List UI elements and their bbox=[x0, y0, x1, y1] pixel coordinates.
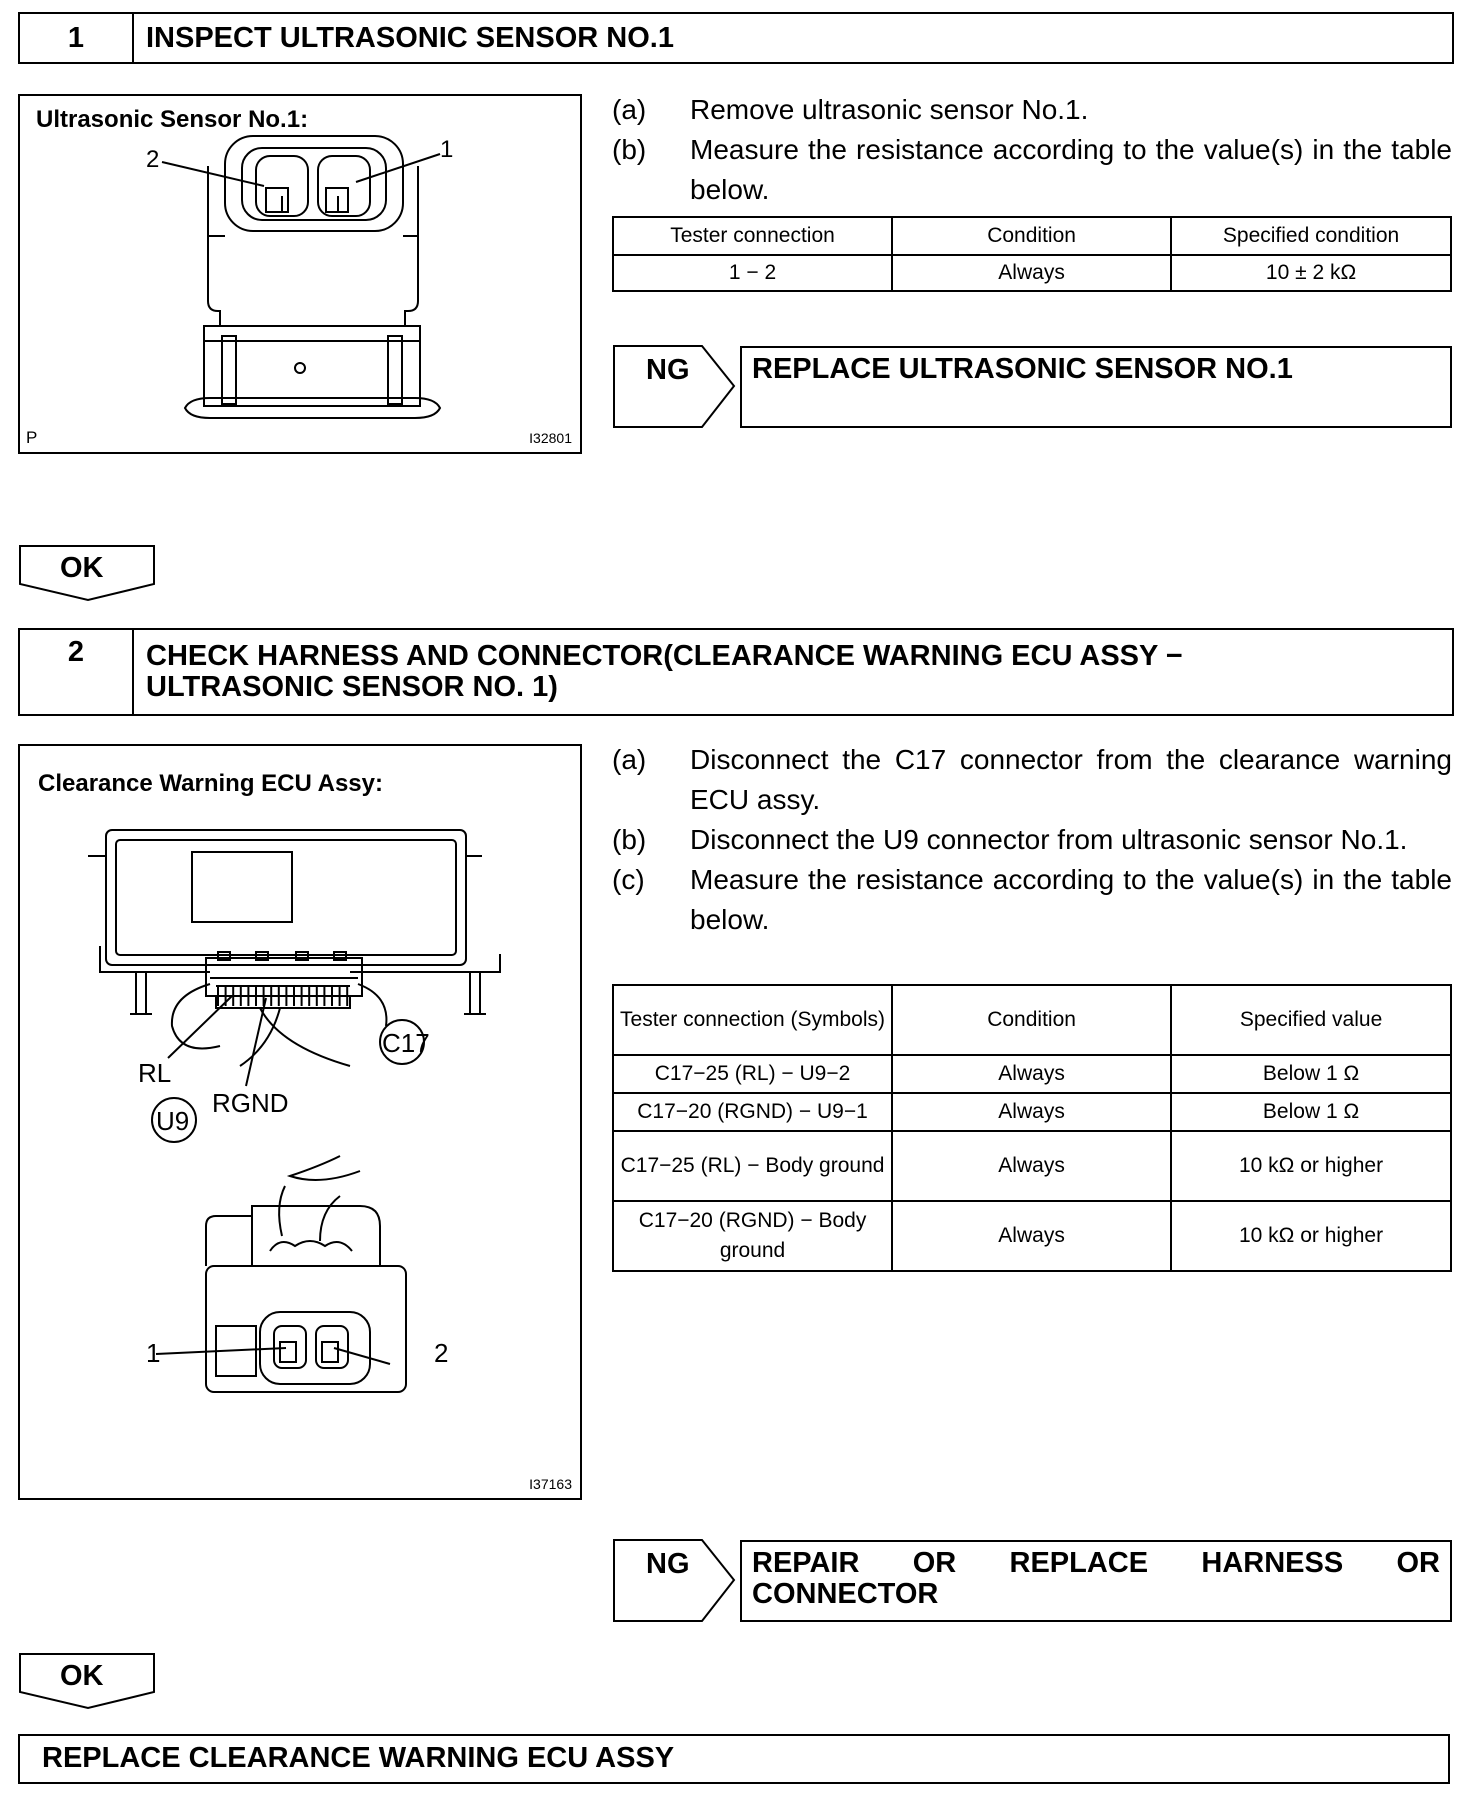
ok-label: OK bbox=[60, 1660, 104, 1692]
ecu-connector-figure bbox=[18, 744, 582, 1500]
instruction-text: Measure the resistance according to the value(s) in the table below. bbox=[690, 864, 1452, 935]
u9-label: U9 bbox=[156, 1106, 190, 1136]
instruction-text: Remove ultrasonic sensor No.1. bbox=[690, 94, 1089, 125]
table-header: Tester connection bbox=[613, 217, 892, 255]
step-1-spec-table bbox=[612, 216, 1452, 292]
instruction-a bbox=[612, 90, 1452, 130]
step-2-header bbox=[18, 628, 1454, 716]
figure-code: I32801 bbox=[529, 430, 572, 446]
c17-label: C17 bbox=[382, 1028, 430, 1058]
sensor-drawing bbox=[20, 96, 580, 452]
step-number-text: 2 bbox=[67, 636, 85, 668]
table-cell: 10 kΩ or higher bbox=[1171, 1131, 1451, 1201]
table-cell: Below 1 Ω bbox=[1171, 1093, 1451, 1131]
instruction-text: Disconnect the C17 connector from the clearance warning ECU assy. bbox=[690, 744, 1452, 815]
ecu-drawing bbox=[20, 746, 580, 1498]
table-header: Condition bbox=[892, 985, 1171, 1055]
pin-2-label: 2 bbox=[146, 146, 160, 173]
pin-1-label: 1 bbox=[146, 1338, 161, 1368]
final-action-box bbox=[18, 1734, 1450, 1784]
step-title-line1: CHECK HARNESS AND CONNECTOR(CLEARANCE WARNING ECU ASSY − bbox=[146, 640, 1183, 672]
p-mark: P bbox=[26, 428, 38, 447]
step-1-instructions bbox=[612, 90, 1452, 210]
step-number bbox=[20, 630, 134, 714]
step-title: INSPECT ULTRASONIC SENSOR NO.1 bbox=[146, 21, 674, 54]
step-title bbox=[146, 630, 1442, 714]
rl-label: RL bbox=[138, 1058, 172, 1088]
figure-caption: Ultrasonic Sensor No.1: bbox=[36, 106, 309, 133]
ultrasonic-sensor-figure bbox=[18, 94, 582, 454]
table-cell: 1 − 2 bbox=[613, 255, 892, 291]
ng-action-text: REPLACE ULTRASONIC SENSOR NO.1 bbox=[752, 353, 1293, 385]
table-header: Specified condition bbox=[1171, 217, 1451, 255]
table-row bbox=[613, 255, 1451, 291]
pin-2-label: 2 bbox=[434, 1338, 449, 1368]
ng-action-box bbox=[740, 1540, 1452, 1622]
table-row bbox=[613, 1131, 1451, 1201]
table-cell: C17−25 (RL) − U9−2 bbox=[613, 1055, 892, 1093]
table-cell: Always bbox=[892, 1055, 1171, 1093]
instruction-label: (a) bbox=[612, 744, 647, 775]
instruction-label: (a) bbox=[612, 94, 647, 125]
instruction-text: Disconnect the U9 connector from ultrasonic sensor No.1. bbox=[690, 824, 1408, 855]
instruction-b bbox=[612, 820, 1452, 860]
table-row bbox=[613, 1201, 1451, 1271]
ng-label: NG bbox=[646, 354, 690, 386]
table-header: Condition bbox=[892, 217, 1171, 255]
table-cell: 10 kΩ or higher bbox=[1171, 1201, 1451, 1271]
instruction-label: (b) bbox=[612, 824, 647, 855]
table-cell: Always bbox=[892, 1093, 1171, 1131]
table-cell: C17−20 (RGND) − Body ground bbox=[613, 1201, 892, 1271]
step-number: 1 bbox=[20, 14, 134, 62]
table-cell: Below 1 Ω bbox=[1171, 1055, 1451, 1093]
table-header: Specified value bbox=[1171, 985, 1451, 1055]
step-2-instructions bbox=[612, 740, 1452, 940]
ng-action-text-line2: CONNECTOR bbox=[752, 1578, 939, 1610]
table-cell: C17−20 (RGND) − U9−1 bbox=[613, 1093, 892, 1131]
step-title-line2: ULTRASONIC SENSOR NO. 1) bbox=[146, 671, 558, 703]
ng-action-text: REPAIR OR REPLACE HARNESS OR bbox=[752, 1547, 1440, 1579]
table-cell: 10 ± 2 kΩ bbox=[1171, 255, 1451, 291]
table-row bbox=[613, 1055, 1451, 1093]
step-2-spec-table bbox=[612, 984, 1452, 1272]
figure-code: I37163 bbox=[529, 1476, 572, 1492]
final-action-text: REPLACE CLEARANCE WARNING ECU ASSY bbox=[42, 1742, 675, 1774]
step-1-header bbox=[18, 12, 1454, 64]
instruction-label: (c) bbox=[612, 864, 645, 895]
rgnd-label: RGND bbox=[212, 1088, 289, 1118]
instruction-c bbox=[612, 860, 1452, 940]
table-row bbox=[613, 1093, 1451, 1131]
table-header-row bbox=[613, 217, 1451, 255]
ng-action-box bbox=[740, 346, 1452, 428]
ok-label: OK bbox=[60, 552, 104, 584]
ng-label: NG bbox=[646, 1548, 690, 1580]
pin-1-label: 1 bbox=[440, 136, 454, 163]
instruction-a bbox=[612, 740, 1452, 820]
table-cell: C17−25 (RL) − Body ground bbox=[613, 1131, 892, 1201]
table-cell: Always bbox=[892, 255, 1171, 291]
table-cell: Always bbox=[892, 1131, 1171, 1201]
instruction-text: Measure the resistance according to the value(s) in the table below. bbox=[690, 134, 1452, 205]
table-cell: Always bbox=[892, 1201, 1171, 1271]
instruction-label: (b) bbox=[612, 134, 647, 165]
table-header: Tester connection (Symbols) bbox=[613, 985, 892, 1055]
instruction-b bbox=[612, 130, 1452, 210]
table-header-row bbox=[613, 985, 1451, 1055]
figure-caption: Clearance Warning ECU Assy: bbox=[38, 770, 383, 797]
